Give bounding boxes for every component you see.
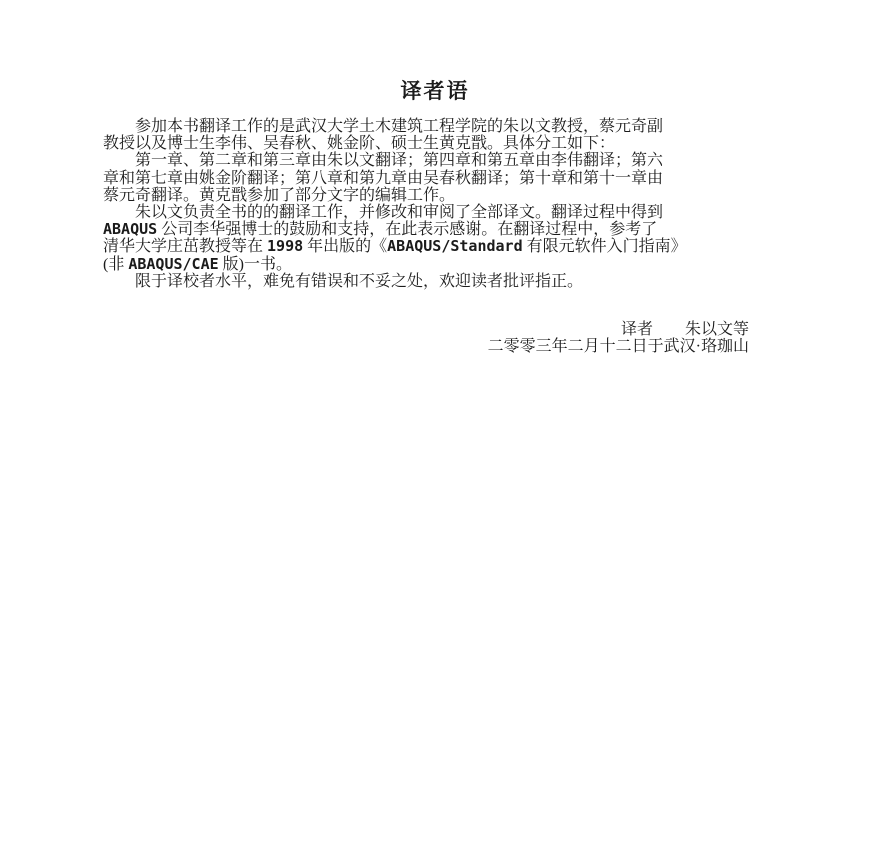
text-line: 朱以文负责全书的的翻译工作，并修改和审阅了全部译文。翻译过程中得到 bbox=[135, 204, 664, 222]
signature-name-line: 译者 朱以文等 bbox=[620, 321, 749, 338]
text-line: 章和第七章由姚金阶翻译；第八章和第九章由吴春秋翻译；第十章和第十一章由 bbox=[103, 169, 664, 187]
preface-body bbox=[103, 118, 749, 290]
text-line: 参加本书翻译工作的是武汉大学土木建筑工程学院的朱以文教授，蔡元奇副 bbox=[135, 118, 664, 135]
signature-block bbox=[103, 321, 749, 355]
latin-text: ABAQUS/Standard bbox=[387, 237, 523, 256]
latin-text: 1998 bbox=[267, 237, 304, 256]
text-line: 限于译校者水平，难免有错误和不妥之处，欢迎读者批评指正。 bbox=[135, 272, 584, 290]
latin-text: ABAQUS bbox=[103, 220, 158, 239]
signature-date-line: 二零零三年二月十二日于武汉·珞珈山 bbox=[487, 338, 749, 356]
text-line: 第一章、第二章和第三章由朱以文翻译；第四章和第五章由李伟翻译；第六 bbox=[135, 152, 664, 170]
latin-text: ABAQUS/CAE bbox=[128, 254, 219, 273]
text-line: 蔡元奇翻译。黄克戬参加了部分文字的编辑工作。 bbox=[103, 186, 456, 204]
text-line: 清华大学庄茁教授等在 1998 年出版的《ABAQUS/Standard 有限元软件入门指南》 bbox=[103, 237, 687, 256]
text-line: 教授以及博士生李伟、吴春秋、姚金阶、硕士生黄克戬。具体分工如下： bbox=[103, 135, 616, 153]
text-line: ABAQUS 公司李华强博士的鼓励和支持，在此表示感谢。在翻译过程中，参考了 bbox=[103, 220, 658, 239]
page-title: 译者语 bbox=[400, 80, 470, 103]
text-line: (非 ABAQUS/CAE 版)一书。 bbox=[103, 254, 292, 273]
